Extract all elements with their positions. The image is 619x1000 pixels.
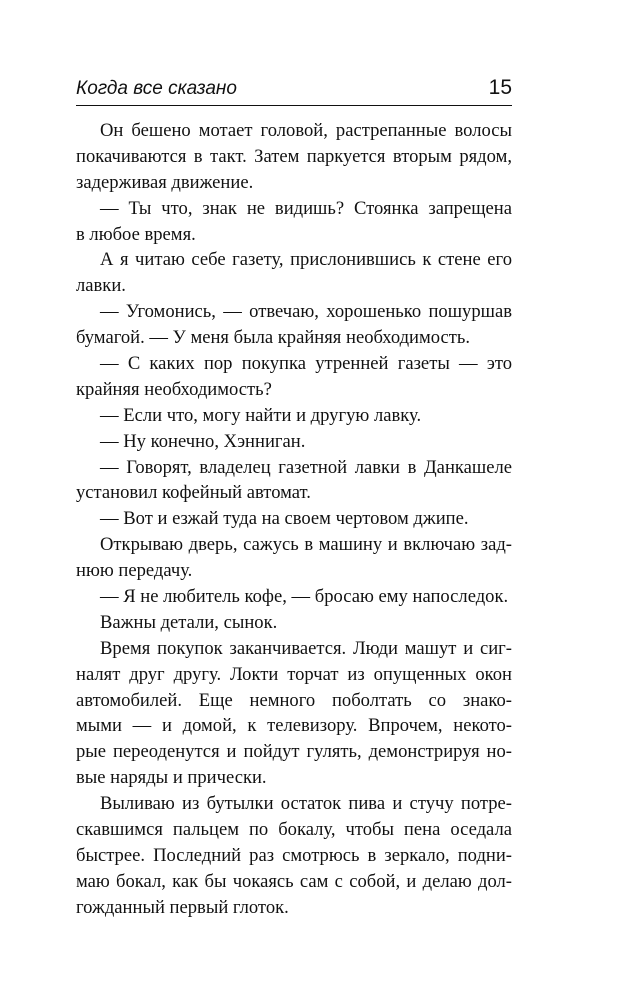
text-line: задерживая движение. — [76, 171, 254, 193]
text-line: Время покупок заканчивается. Люди машут и сиг- — [100, 637, 512, 659]
text-line: — Я не любитель кофе, — бросаю ему напоследок. — [100, 586, 509, 608]
text-line: — Угомонись, — отвечаю, хорошенько пошуршав — [100, 301, 512, 323]
text-line: — Ну конечно, Хэнниган. — [100, 430, 306, 452]
text-line: налят друг другу. Локти торчат из опущенных окон — [76, 663, 512, 685]
paragraph — [76, 455, 512, 507]
text-line: Важны детали, сынок. — [100, 611, 278, 633]
paragraph — [76, 429, 512, 455]
text-line: — Говорят, владелец газетной лавки в Данкашеле — [100, 456, 512, 478]
page-number: 15 — [488, 76, 512, 99]
paragraph — [76, 403, 512, 429]
text-line: бумагой. — У меня была крайняя необходимость. — [76, 327, 471, 349]
paragraph — [76, 532, 512, 584]
text-line: автомобилей. Еще немного поболтать со знако- — [76, 689, 512, 711]
paragraph — [76, 299, 512, 351]
body-text — [76, 118, 512, 921]
text-line: Открываю дверь, сажусь в машину и включаю зад- — [100, 534, 512, 556]
text-line: быстрее. Последний раз смотрюсь в зеркало, подни- — [76, 844, 512, 866]
text-line: рые переоденутся и пойдут гулять, демонстрируя но- — [76, 741, 512, 763]
header-rule — [76, 105, 512, 106]
paragraph — [76, 118, 512, 196]
text-line: — Если что, могу найти и другую лавку. — [100, 404, 422, 426]
text-line: гожданный первый глоток. — [76, 896, 289, 918]
text-line: — Ты что, знак не видишь? Стоянка запрещена — [100, 197, 512, 219]
text-line: установил кофейный автомат. — [76, 482, 311, 504]
text-line: скавшимся пальцем по бокалу, чтобы пена оседала — [76, 819, 512, 841]
paragraph — [76, 196, 512, 248]
paragraph — [76, 506, 512, 532]
paragraph — [76, 791, 512, 920]
text-line: А я читаю себе газету, прислонившись к стене его — [100, 249, 512, 271]
paragraph — [76, 610, 512, 636]
text-line: вые наряды и прически. — [76, 767, 267, 789]
text-line: в любое время. — [76, 223, 196, 245]
text-line: Выливаю из бутылки остаток пива и стучу потре- — [100, 793, 512, 815]
text-line: маю бокал, как бы чокаясь сам с собой, и делаю дол- — [76, 870, 512, 892]
running-title: Когда все сказано — [76, 78, 237, 99]
page-header — [76, 75, 512, 105]
text-line: — С каких пор покупка утренней газеты — это — [100, 353, 512, 375]
paragraph — [76, 351, 512, 403]
paragraph — [76, 636, 512, 791]
text-line: крайняя необходимость? — [76, 378, 272, 400]
text-line: мыми — и домой, к телевизору. Впрочем, некото- — [76, 715, 512, 737]
text-line: Он бешено мотает головой, растрепанные волосы — [100, 120, 512, 141]
text-line: нюю передачу. — [76, 560, 193, 582]
paragraph — [76, 247, 512, 299]
text-line: покачиваются в такт. Затем паркуется вторым рядом, — [76, 145, 512, 167]
paragraph — [76, 584, 512, 610]
text-line: лавки. — [76, 275, 126, 297]
text-line: — Вот и езжай туда на своем чертовом джипе. — [100, 508, 469, 530]
